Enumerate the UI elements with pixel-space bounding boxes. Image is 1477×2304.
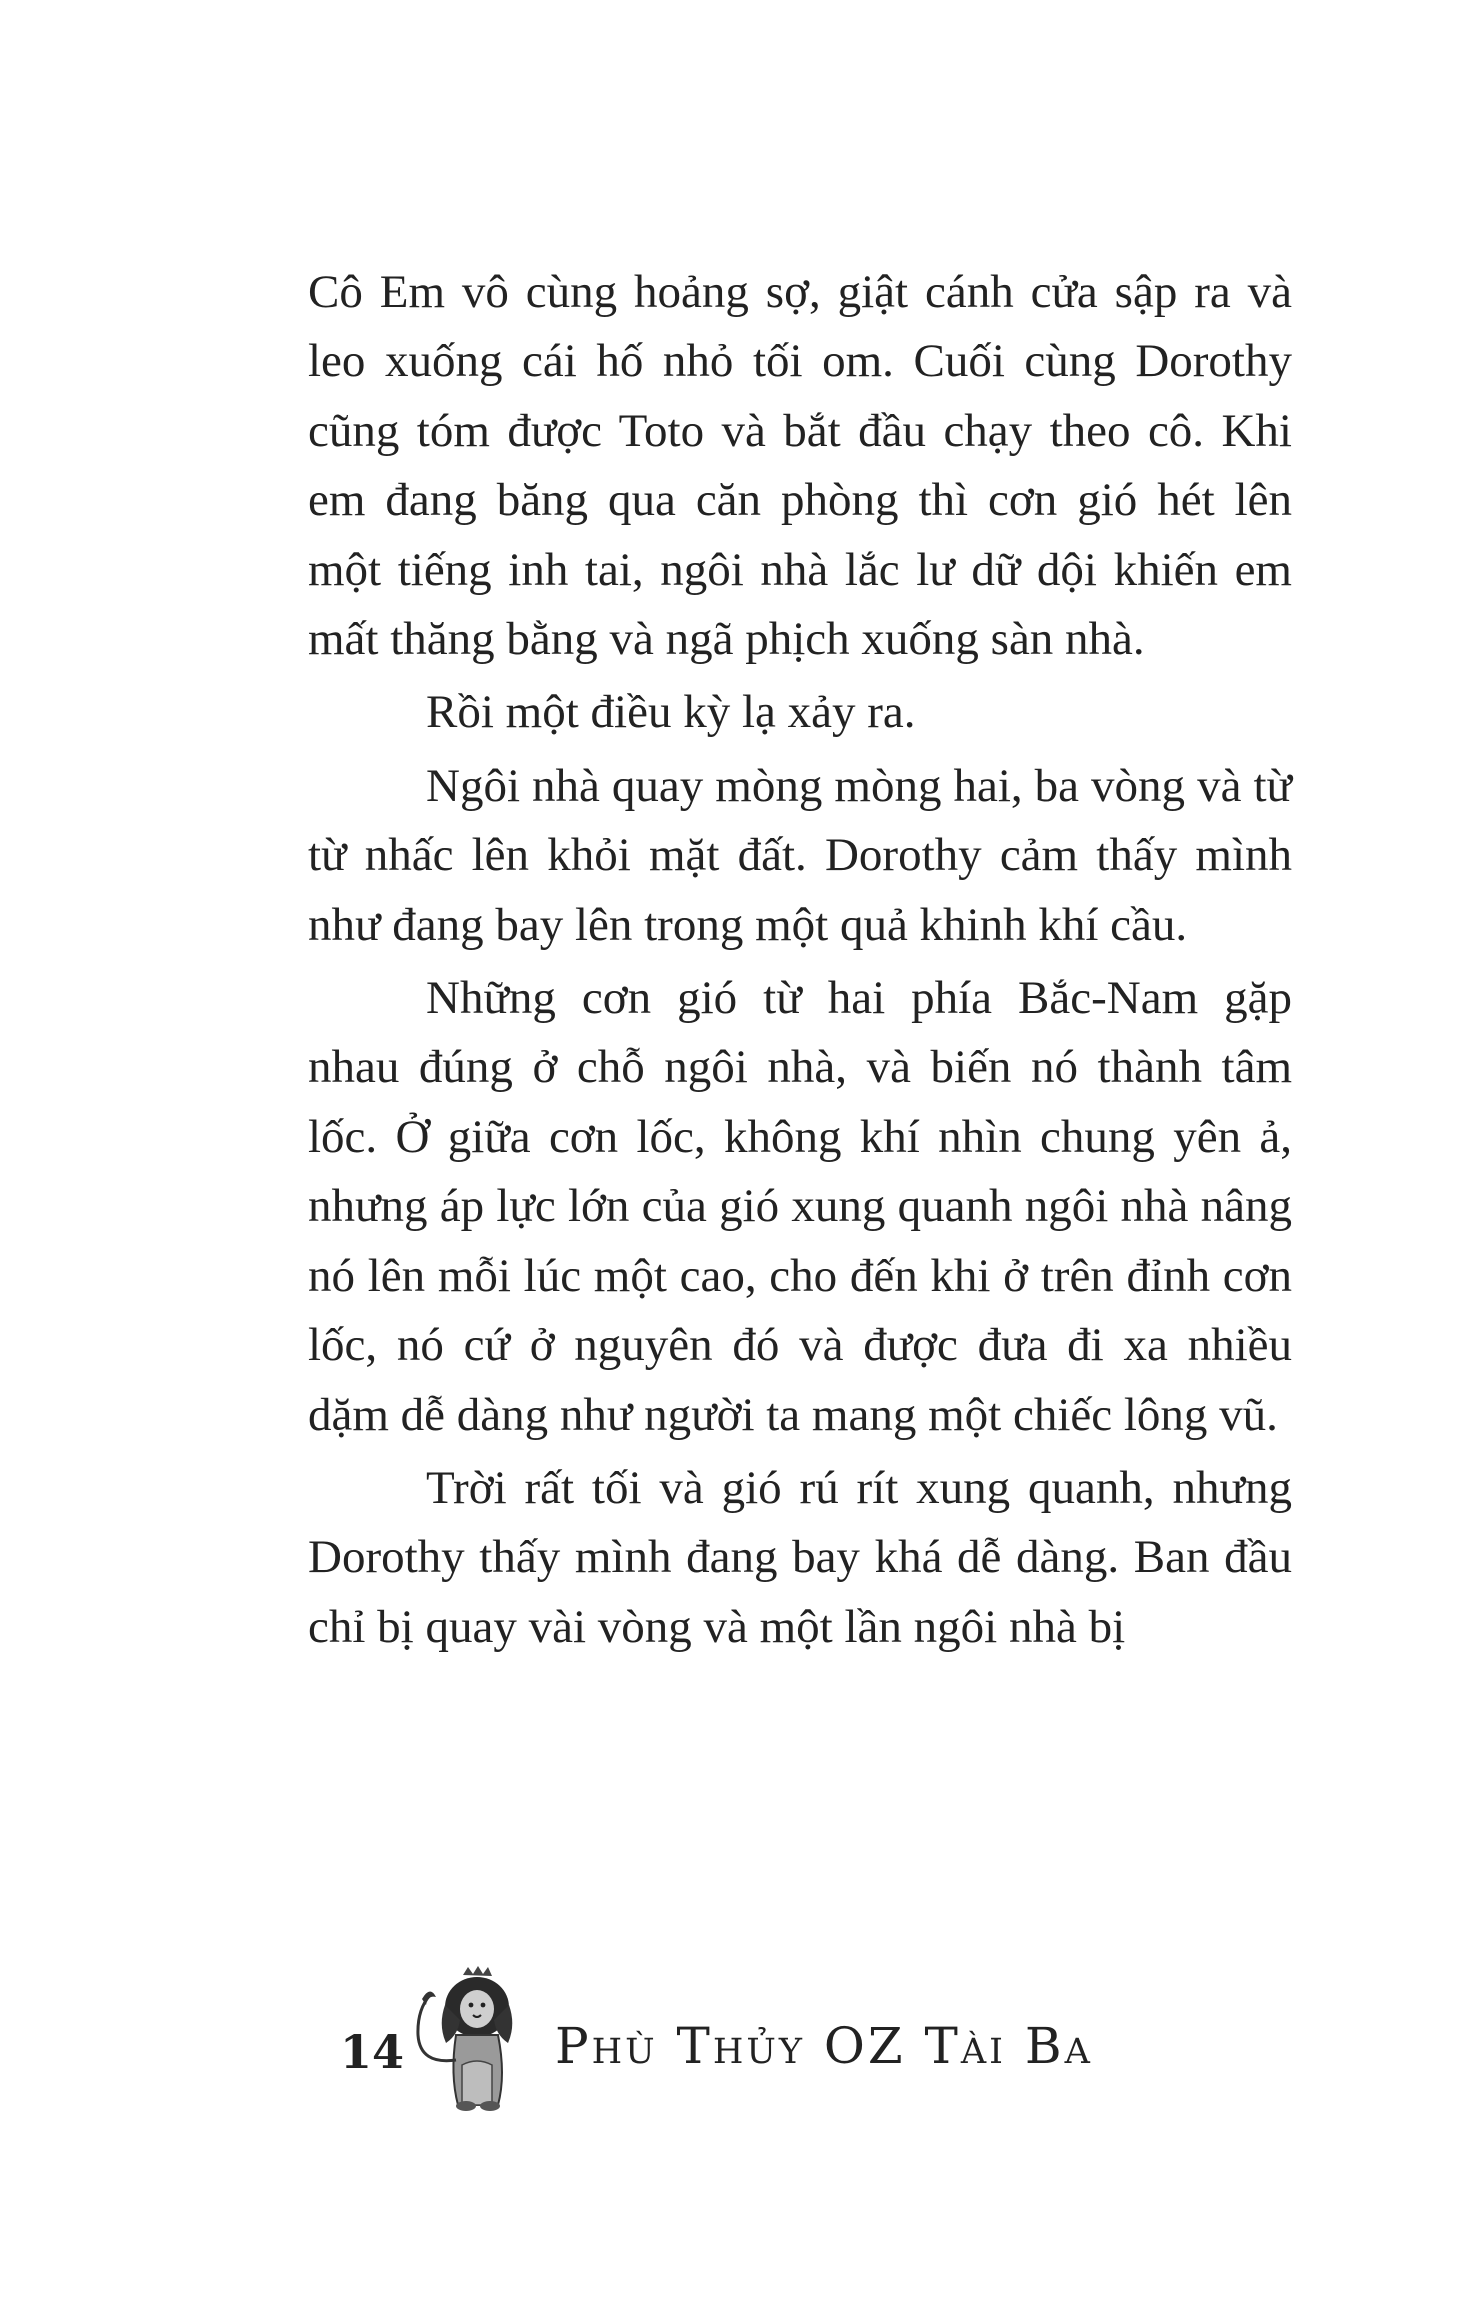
paragraph-2: Rồi một điều kỳ lạ xảy ra.: [426, 686, 916, 739]
lion-illustration-icon: [400, 1965, 550, 2115]
page-footer: [340, 1965, 1140, 2115]
paragraph-4: Những cơn gió từ hai phía Bắc-Nam gặp nhau đúng ở chỗ ngôi nhà, và biến nó thành tâm lốc. Ở giữa cơn lốc, không khí nhìn chung yên ả, nhưng áp lực lớn của gió xung quanh ngôi nhà nâng nó lên mỗi lúc một cao, cho đến khi ở trên đỉnh cơn lốc, nó cứ ở nguyên đó và được đưa đi xa nhiều dặm dễ dàng như người ta mang một chiếc lông vũ.: [308, 972, 1292, 1441]
body-text: [308, 258, 1292, 1666]
paragraph-3: Ngôi nhà quay mòng mòng hai, ba vòng và từ từ nhấc lên khỏi mặt đất. Dorothy cảm thấy mình như đang bay lên trong một quả khinh khí cầu.: [308, 759, 1292, 951]
book-title: Phù Thủy OZ Tài Ba: [555, 2017, 1093, 2075]
paragraph-5: Trời rất tối và gió rú rít xung quanh, nhưng Dorothy thấy mình đang bay khá dễ dàng. Ban đầu chỉ bị quay vài vòng và một lần ngôi nhà bị: [308, 1461, 1292, 1653]
paragraph-1: Cô Em vô cùng hoảng sợ, giật cánh cửa sập ra và leo xuống cái hố nhỏ tối om. Cuối cùng Dorothy cũng tóm được Toto và bắt đầu chạy theo cô. Khi em đang băng qua căn phòng thì cơn gió hét lên một tiếng inh tai, ngôi nhà lắc lư dữ dội khiến em mất thăng bằng và ngã phịch xuống sàn nhà.: [308, 266, 1292, 666]
page-number: 14: [340, 2025, 405, 2079]
